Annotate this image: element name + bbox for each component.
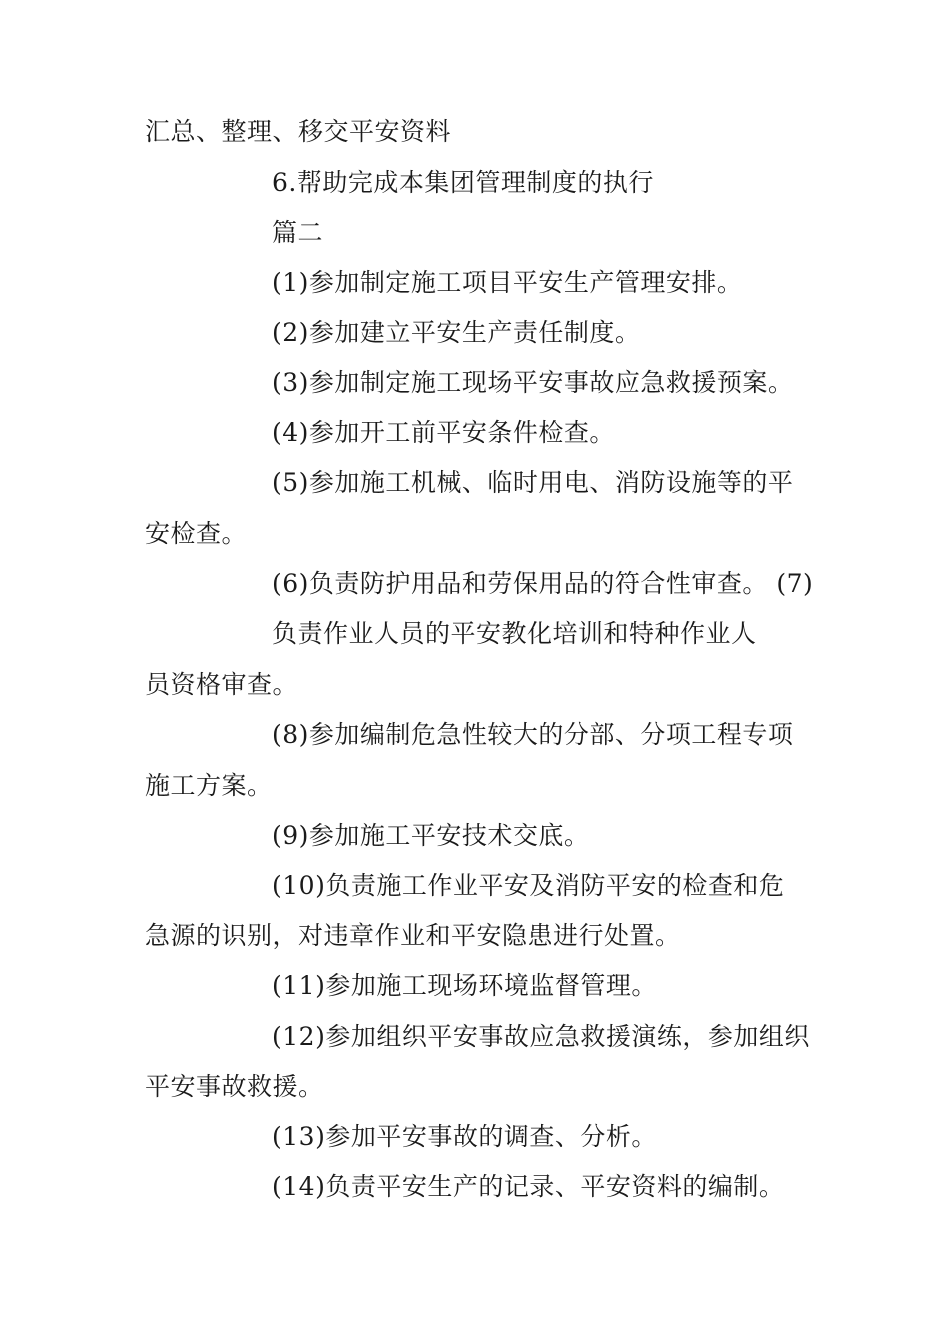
- list-item: (3)参加制定施工现场平安事故应急救援预案。: [272, 368, 794, 397]
- list-item: (11)参加施工现场环境监督管理。: [272, 971, 657, 1000]
- text-line: 6.帮助完成本集团管理制度的执行: [272, 168, 654, 197]
- list-item: (12)参加组织平安事故应急救援演练，参加组织: [272, 1022, 810, 1051]
- list-item: (14)负责平安生产的记录、平安资料的编制。: [272, 1172, 785, 1201]
- list-item: (5)参加施工机械、临时用电、消防设施等的平: [272, 468, 794, 497]
- list-item: 负责作业人员的平安教化培训和特种作业人: [272, 619, 757, 648]
- list-item: (6)负责防护用品和劳保用品的符合性审查。 (7): [272, 569, 814, 598]
- list-item-continuation: 急源的识别，对违章作业和平安隐患进行处置。: [145, 921, 681, 950]
- list-item-continuation: 平安事故救援。: [145, 1072, 324, 1101]
- list-item: (9)参加施工平安技术交底。: [272, 821, 590, 850]
- list-item: (1)参加制定施工项目平安生产管理安排。: [272, 268, 743, 297]
- list-item-continuation: 安检查。: [145, 519, 248, 548]
- list-item: (13)参加平安事故的调查、分析。: [272, 1122, 657, 1151]
- list-item: (2)参加建立平安生产责任制度。: [272, 318, 641, 347]
- list-item-continuation: 施工方案。: [145, 771, 273, 800]
- text-line: 汇总、整理、移交平安资料: [145, 117, 452, 146]
- list-item-continuation: 员资格审查。: [145, 670, 299, 699]
- list-item: (8)参加编制危急性较大的分部、分项工程专项: [272, 720, 794, 749]
- list-item: (10)负责施工作业平安及消防平安的检查和危: [272, 871, 785, 900]
- section-heading: 篇二: [272, 218, 324, 247]
- list-item: (4)参加开工前平安条件检查。: [272, 418, 615, 447]
